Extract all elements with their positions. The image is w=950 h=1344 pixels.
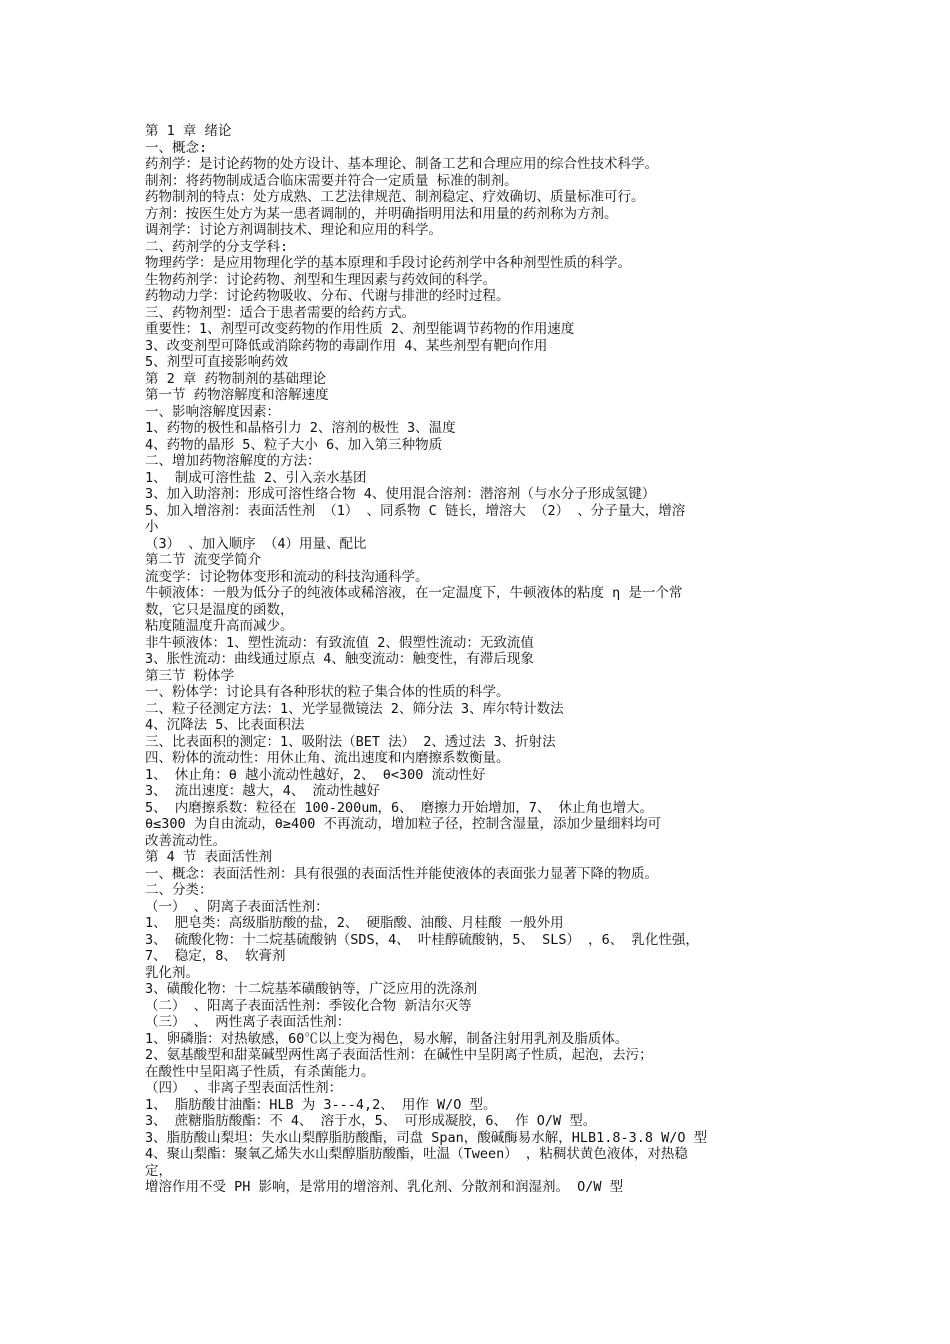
text-line: （3） 、加入顺序 （4）用量、配比: [145, 535, 367, 552]
text-line: 调剂学：讨论方剂调制技术、理论和应用的科学。: [145, 222, 442, 238]
text-line: 1、 肥皂类：高级脂肪酸的盐，2、 硬脂酸、油酸、月桂酸 一般外用: [145, 915, 564, 931]
text-line: 乳化剂。: [145, 964, 199, 981]
text-line: 数，它只是温度的函数，: [145, 601, 294, 618]
text-line: 5、加入增溶剂：表面活性剂 （1） 、同系物 C 链长，增溶大 （2） 、分子量大，增溶: [145, 502, 686, 519]
text-line: 2、氨基酸型和甜菜碱型两性离子表面活性剂：在碱性中呈阴离子性质，起泡，去污；: [145, 1047, 653, 1063]
text-line: θ≤300 为自由流动，θ≥400 不再流动，增加粒子径，控制含湿量，添加少量细料均可: [145, 816, 662, 832]
text-line: 方剂：按医生处方为某一患者调制的，并明确指明用法和用量的药剂称为方剂。: [145, 205, 618, 222]
text-line: 第三节 粉体学: [145, 667, 235, 684]
text-line: 一、粉体学：讨论具有各种形状的粒子集合体的性质的科学。: [145, 684, 510, 700]
text-line: 第二节 流变学简介: [145, 552, 262, 568]
text-line: 1、 休止角：θ 越小流动性越好，2、 θ<300 流动性好: [145, 766, 486, 783]
text-line: 制剂：将药物制成适合临床需要并符合一定质量 标准的制剂。: [145, 172, 518, 189]
text-line: 改善流动性。: [145, 832, 226, 849]
text-line: 7、 稳定，8、 软膏剂: [145, 948, 286, 964]
text-line: 增溶作用不受 PH 影响，是常用的增溶剂、乳化剂、分散剂和润湿剂。 O/W 型: [145, 1179, 624, 1195]
text-line: 定，: [145, 1162, 172, 1179]
text-line: 1、卵磷脂：对热敏感，60℃以上变为褐色，易水解，制备注射用乳剂及脂质体。: [145, 1030, 629, 1047]
text-line: 二、分类：: [145, 882, 213, 898]
text-line: 一、概念:: [145, 139, 208, 156]
text-line: 三、比表面积的测定：1、吸附法（BET 法） 2、透过法 3、折射法: [145, 733, 556, 750]
text-line: （二） 、阳离子表面活性剂：季铵化合物 新洁尔灭等: [145, 997, 472, 1014]
text-line: 3、胀性流动：曲线通过原点 4、触变流动：触变性，有滞后现象: [145, 651, 534, 667]
text-line: 重要性：1、剂型可改变药物的作用性质 2、剂型能调节药物的作用速度: [145, 321, 575, 337]
text-line: 5、 内磨擦系数：粒径在 100-200um，6、 磨擦力开始增加，7、 休止角也增大。: [145, 799, 654, 816]
text-line: 二、粒子径测定方法：1、光学显微镜法 2、筛分法 3、库尔特计数法: [145, 700, 564, 717]
text-line: 第 1 章 绪论: [145, 123, 232, 139]
text-line: 第一节 药物溶解度和溶解速度: [145, 387, 329, 403]
text-line: 第 4 节 表面活性剂: [145, 849, 273, 865]
text-line: 三、药物剂型：适合于患者需要的给药方式。: [145, 304, 415, 321]
text-line: 5、剂型可直接影响药效: [145, 354, 289, 370]
text-line: 药物制剂的特点：处方成熟、工艺法律规范、制剂稳定、疗效确切、质量标准可行。: [145, 189, 645, 205]
text-line: 一、概念：表面活性剂：具有很强的表面活性并能使液体的表面张力显著下降的物质。: [145, 865, 658, 882]
text-line: 药剂学：是讨论药物的处方设计、基本理论、制备工艺和合理应用的综合性技术科学。: [145, 156, 658, 172]
text-line: 1、 制成可溶性盐 2、引入亲水基团: [145, 469, 367, 486]
document-body: [145, 123, 835, 1196]
text-line: 一、影响溶解度因素：: [145, 403, 280, 420]
text-line: （三） 、 两性离子表面活性剂：: [145, 1014, 351, 1030]
text-line: 牛顿液体：一般为低分子的纯液体或稀溶液，在一定温度下，牛顿液体的粘度 η 是一个常: [145, 585, 683, 601]
text-line: 4、聚山梨酯：聚氧乙烯失水山梨醇脂肪酸酯，吐温（Tween） ，粘稠状黄色液体，对热稳: [145, 1146, 688, 1162]
text-line: 粘度随温度升高而减少。: [145, 618, 294, 634]
text-line: 药物动力学：讨论药物吸收、分布、代谢与排泄的经时过程。: [145, 288, 510, 304]
text-line: 小: [145, 519, 159, 535]
text-line: 3、脂肪酸山梨坦：失水山梨醇脂肪酸酯，司盘 Span，酸碱酶易水解，HLB1.8-3.8 W/O 型: [145, 1129, 708, 1146]
text-line: 3、加入助溶剂：形成可溶性络合物 4、使用混合溶剂：潜溶剂（与水分子形成氢键）: [145, 486, 656, 502]
text-line: 物理药学：是应用物理化学的基本原理和手段讨论药剂学中各种剂型性质的科学。: [145, 255, 631, 271]
text-line: 3、 蔗糖脂肪酸酯：不 4、 溶于水，5、 可形成凝胶，6、 作 O/W 型。: [145, 1113, 597, 1129]
text-line: 3、 流出速度：越大，4、 流动性越好: [145, 783, 381, 799]
text-line: 二、增加药物溶解度的方法：: [145, 453, 321, 469]
text-line: 非牛顿液体：1、塑性流动：有致流值 2、假塑性流动：无致流值: [145, 634, 534, 651]
text-line: 3、 硫酸化物：十二烷基硫酸钠（SDS，4、 叶桂醇硫酸钠，5、 SLS） ，6、 乳化性强，: [145, 931, 699, 948]
text-line: 第 2 章 药物制剂的基础理论: [145, 370, 327, 387]
text-line: 3、改变剂型可降低或消除药物的毒副作用 4、某些剂型有靶向作用: [145, 337, 548, 354]
text-line: 1、药物的极性和晶格引力 2、溶剂的极性 3、温度: [145, 420, 456, 436]
text-line: 流变学：讨论物体变形和流动的科技沟通科学。: [145, 568, 429, 585]
text-line: 1、 脂肪酸甘油酯：HLB 为 3---4,2、 用作 W/O 型。: [145, 1096, 497, 1113]
text-line: 四、粉体的流动性：用休止角、流出速度和内磨擦系数衡量。: [145, 750, 510, 766]
text-line: 4、药物的晶形 5、粒子大小 6、加入第三种物质: [145, 436, 443, 453]
text-line: （四） 、非离子型表面活性剂：: [145, 1080, 343, 1096]
text-line: （一） 、阴离子表面活性剂：: [145, 898, 329, 915]
text-line: 生物药剂学：讨论药物、剂型和生理因素与药效间的科学。: [145, 271, 496, 288]
text-line: 二、药剂学的分支学科:: [145, 238, 289, 255]
text-line: 4、沉降法 5、比表面积法: [145, 717, 305, 733]
text-line: 在酸性中呈阳离子性质，有杀菌能力。: [145, 1063, 375, 1080]
text-line: 3、磺酸化物：十二烷基苯磺酸钠等，广泛应用的洗涤剂: [145, 981, 478, 997]
